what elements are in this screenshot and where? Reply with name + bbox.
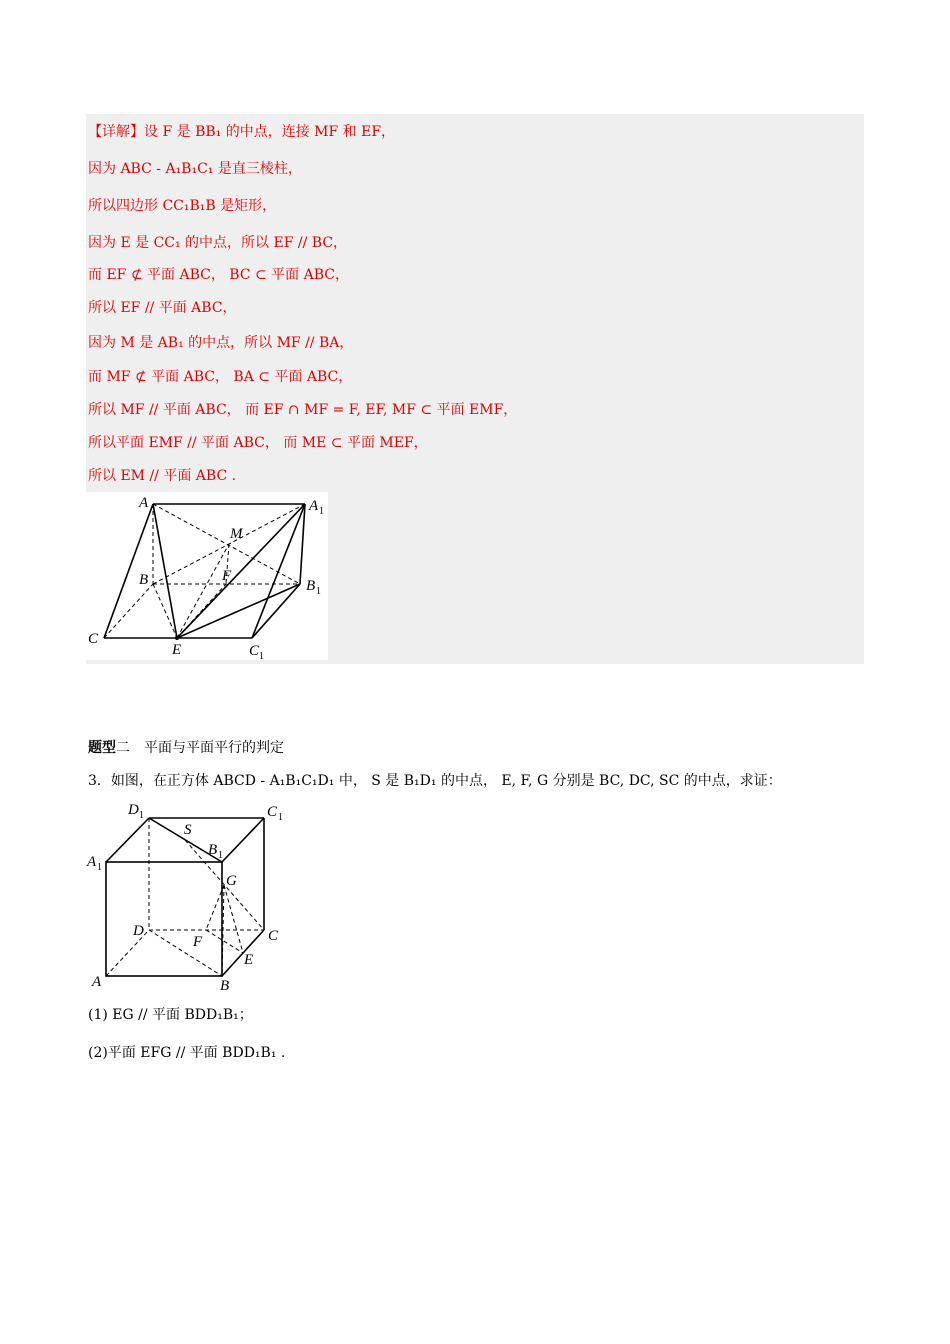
cube-label-A1: A [87, 854, 97, 870]
label-C1-sub: 1 [259, 651, 264, 660]
prism-svg [86, 492, 328, 660]
solution-line-4: 因为 E 是 CC₁ 的中点，所以 EF // BC， [88, 235, 348, 251]
label-M: M [230, 526, 243, 542]
cube-svg [86, 800, 296, 992]
solution-line-1: 【详解】设 F 是 BB₁ 的中点，连接 MF 和 EF， [88, 124, 396, 140]
label-F: F [222, 568, 232, 584]
label-C: C [88, 631, 99, 647]
label-C1: C [249, 643, 260, 659]
label-B1: B [306, 578, 316, 594]
cube-label-G: G [226, 873, 237, 889]
label-B: B [139, 572, 149, 588]
solution-line-2: 因为 ABC - A₁B₁C₁ 是直三棱柱， [88, 161, 302, 177]
label-A: A [139, 495, 149, 511]
cube-label-C: C [268, 928, 279, 944]
solution-line-5: 而 EF ⊄ 平面 ABC， BC ⊂ 平面 ABC， [88, 267, 349, 283]
cube-label-F: F [193, 934, 203, 950]
problem-part-2: (2)平面 EFG // 平面 BDD₁B₁ . [88, 1045, 286, 1061]
cube-label-D1-sub: 1 [139, 810, 144, 821]
cube-diagram [86, 800, 296, 992]
solution-line-6: 所以 EF // 平面 ABC， [88, 300, 237, 316]
label-A1: A [309, 498, 319, 514]
cube-label-D1: D [128, 802, 139, 818]
section-title-rest: 二 平面与平面平行的判定 [116, 740, 284, 756]
solution-line-3: 所以四边形 CC₁B₁B 是矩形， [88, 198, 277, 214]
cube-label-A: A [92, 974, 102, 990]
label-B1-sub: 1 [316, 586, 321, 597]
cube-label-B1-sub: 1 [218, 850, 223, 861]
solution-line-11: 所以 EM // 平面 ABC . [88, 468, 237, 484]
cube-label-B: B [220, 978, 230, 992]
solution-line-10: 所以平面 EMF // 平面 ABC， 而 ME ⊂ 平面 MEF， [88, 435, 428, 451]
problem-statement: 3．如图，在正方体 ABCD - A₁B₁C₁D₁ 中， S 是 B₁D₁ 的中点， E, F, G 分别是 BC, DC, SC 的中点，求证： [88, 773, 782, 789]
solution-line-9: 所以 MF // 平面 ABC， 而 EF ∩ MF = F, EF, MF ⊂ 平面 EMF， [88, 402, 518, 418]
cube-label-E: E [244, 952, 254, 968]
cube-label-B1: B [208, 842, 218, 858]
cube-label-C1-sub: 1 [278, 812, 283, 823]
label-A1-sub: 1 [319, 506, 324, 517]
label-E: E [172, 642, 182, 658]
cube-label-S: S [184, 822, 192, 838]
cube-label-D: D [133, 923, 144, 939]
solution-line-7: 因为 M 是 AB₁ 的中点，所以 MF // BA， [88, 335, 354, 351]
solution-line-8: 而 MF ⊄ 平面 ABC， BA ⊂ 平面 ABC， [88, 369, 353, 385]
prism-diagram [86, 492, 328, 660]
section-title [88, 737, 284, 757]
cube-label-A1-sub: 1 [97, 862, 102, 873]
problem-part-1: (1) EG // 平面 BDD₁B₁； [88, 1007, 253, 1023]
section-title-bold: 题型 [88, 740, 116, 756]
cube-label-C1: C [267, 804, 278, 820]
